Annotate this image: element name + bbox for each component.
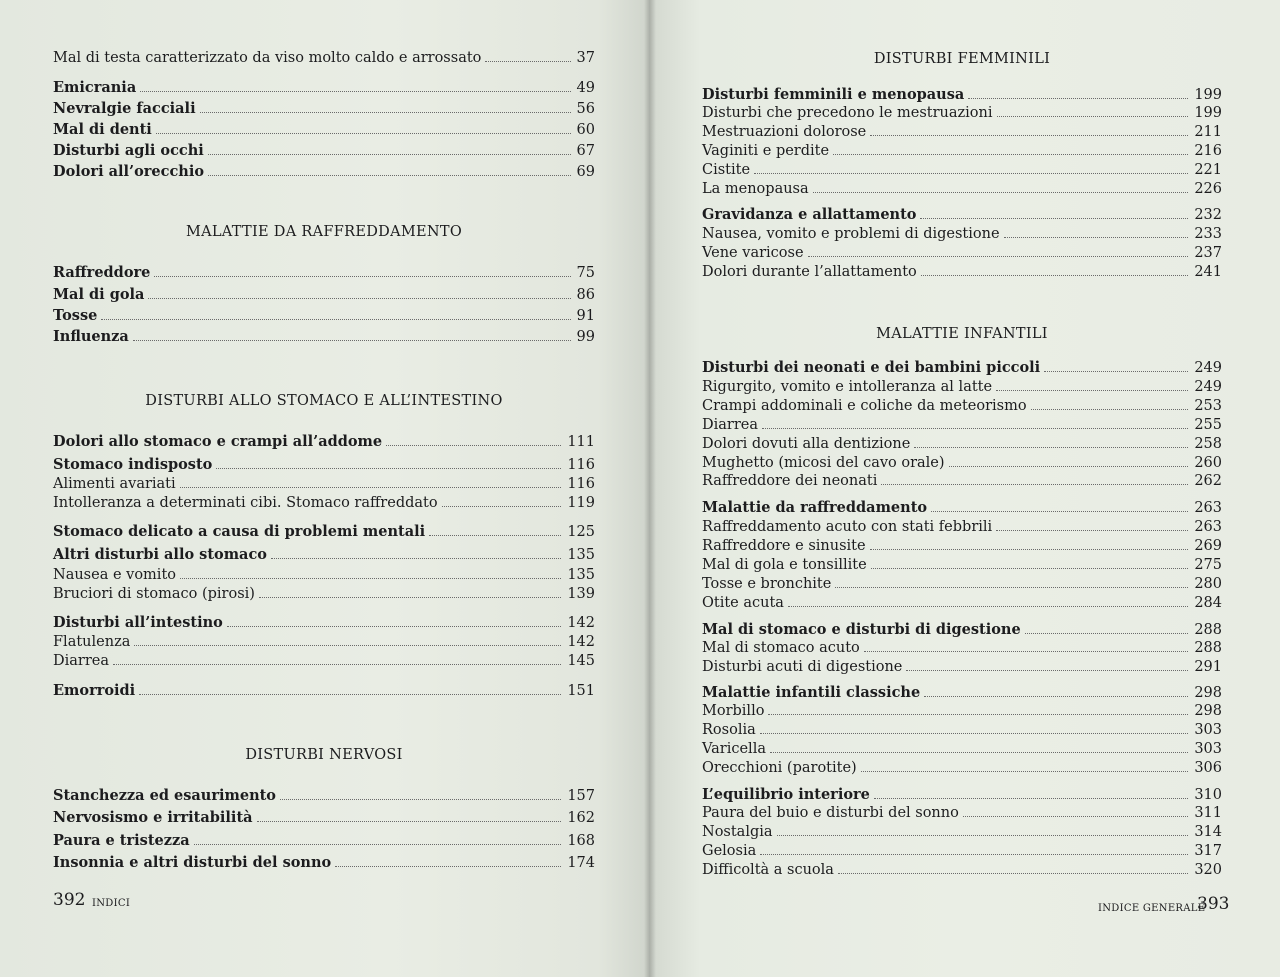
entry-label: Disturbi dei neonati e dei bambini piccoli [702, 359, 1041, 376]
index-entry [53, 633, 595, 651]
entry-page-number: 145 [567, 653, 595, 669]
dot-leader [180, 578, 561, 579]
entry-page-number: 303 [1194, 741, 1222, 757]
index-entry [702, 142, 1222, 160]
entry-page-number: 116 [567, 476, 595, 492]
entry-label: Tosse [53, 307, 98, 324]
dot-leader [1044, 371, 1188, 372]
entry-label: Disturbi acuti di digestione [702, 659, 903, 675]
entry-page-number: 249 [1194, 360, 1222, 376]
dot-leader [924, 696, 1188, 697]
entry-label: Mal di testa caratterizzato da viso molto caldo e arrossato [53, 50, 482, 66]
dot-leader [156, 133, 571, 134]
entry-page-number: 314 [1194, 824, 1222, 840]
dot-leader [194, 844, 562, 845]
index-entry [702, 206, 1222, 224]
index-entry [702, 861, 1222, 879]
dot-leader [788, 606, 1188, 607]
entry-page-number: 60 [576, 122, 595, 138]
dot-leader [997, 116, 1189, 117]
entry-page-number: 162 [567, 810, 595, 826]
index-entry [702, 499, 1222, 517]
entry-page-number: 135 [567, 567, 595, 583]
dot-leader [996, 390, 1188, 391]
index-entry [702, 161, 1222, 179]
entry-page-number: 116 [567, 457, 595, 473]
dot-leader [133, 340, 571, 341]
entry-label: Tosse e bronchite [702, 576, 832, 592]
index-entry [702, 472, 1222, 490]
index-entry [702, 786, 1222, 804]
entry-page-number: 86 [576, 287, 595, 303]
entry-label: Alimenti avariati [53, 476, 176, 492]
entry-label: Nervosismo e irritabilità [53, 809, 253, 826]
index-entry [53, 49, 595, 67]
dot-leader [996, 530, 1188, 531]
entry-page-number: 56 [576, 101, 595, 117]
entry-page-number: 233 [1194, 226, 1222, 242]
entry-label: Emicrania [53, 79, 137, 96]
index-entry [702, 804, 1222, 822]
entry-page-number: 263 [1194, 519, 1222, 535]
dot-leader [861, 771, 1189, 772]
entry-page-number: 232 [1194, 207, 1222, 223]
entry-page-number: 237 [1194, 245, 1222, 261]
dot-leader [154, 276, 570, 277]
entry-label: Varicella [702, 741, 766, 757]
entry-page-number: 157 [567, 788, 595, 804]
entry-page-number: 241 [1194, 264, 1222, 280]
entry-page-number: 139 [567, 586, 595, 602]
entry-page-number: 275 [1194, 557, 1222, 573]
index-entry [702, 740, 1222, 758]
index-entry [53, 456, 595, 474]
entry-label: La menopausa [702, 181, 809, 197]
dot-leader [134, 645, 561, 646]
entry-label: Dolori allo stomaco e crampi all’addome [53, 433, 383, 450]
entry-label: Altri disturbi allo stomaco [53, 546, 267, 563]
entry-page-number: 199 [1194, 87, 1222, 103]
index-entry [53, 614, 595, 632]
index-entry [702, 397, 1222, 415]
dot-leader [921, 275, 1189, 276]
dot-leader [208, 154, 571, 155]
entry-page-number: 168 [567, 833, 595, 849]
entry-label: Nevralgie facciali [53, 100, 196, 117]
index-entry [53, 433, 595, 451]
entry-label: Raffreddore e sinusite [702, 538, 866, 554]
entry-label: Cistite [702, 162, 751, 178]
index-entry [702, 263, 1222, 281]
index-entry [702, 225, 1222, 243]
section-heading: MALATTIE DA RAFFREDDAMENTO [185, 224, 463, 240]
entry-label: Diarrea [53, 653, 109, 669]
dot-leader [808, 256, 1189, 257]
index-entry [53, 494, 595, 512]
running-head: INDICI [92, 898, 131, 909]
entry-label: Mal di denti [53, 121, 152, 138]
entry-label: Influenza [53, 328, 129, 345]
entry-page-number: 263 [1194, 500, 1222, 516]
index-entry [702, 378, 1222, 396]
entry-label: Rosolia [702, 722, 756, 738]
entry-page-number: 311 [1194, 805, 1222, 821]
index-entry [702, 759, 1222, 777]
index-entry [53, 523, 595, 541]
entry-label: Nausea e vomito [53, 567, 177, 583]
entry-page-number: 211 [1194, 124, 1222, 140]
entry-page-number: 255 [1194, 417, 1222, 433]
entry-page-number: 258 [1194, 436, 1222, 452]
entry-label: Gravidanza e allattamento [702, 206, 917, 223]
entry-page-number: 291 [1194, 659, 1222, 675]
dot-leader [838, 873, 1188, 874]
dot-leader [386, 445, 561, 446]
dot-leader [280, 799, 561, 800]
entry-page-number: 99 [576, 329, 595, 345]
dot-leader [271, 558, 561, 559]
dot-leader [227, 626, 561, 627]
dot-leader [870, 135, 1188, 136]
index-entry [53, 682, 595, 700]
entry-label: Malattie infantili classiche [702, 684, 921, 701]
dot-leader [139, 694, 561, 695]
entry-page-number: 91 [576, 308, 595, 324]
dot-leader [931, 511, 1188, 512]
dot-leader [920, 218, 1188, 219]
entry-label: Emorroidi [53, 682, 136, 699]
entry-label: Paura del buio e disturbi del sonno [702, 805, 959, 821]
entry-label: Crampi addominali e coliche da meteorismo [702, 398, 1027, 414]
entry-label: L’equilibrio interiore [702, 786, 870, 803]
dot-leader [200, 112, 571, 113]
dot-leader [101, 319, 570, 320]
dot-leader [1031, 409, 1189, 410]
entry-label: Dolori durante l’allattamento [702, 264, 917, 280]
index-entry [53, 328, 595, 346]
index-entry [702, 359, 1222, 377]
index-entry [53, 307, 595, 325]
entry-label: Otite acuta [702, 595, 784, 611]
index-entry [53, 163, 595, 181]
entry-page-number: 69 [576, 164, 595, 180]
entry-page-number: 269 [1194, 538, 1222, 554]
dot-leader [768, 714, 1188, 715]
entry-label: Rigurgito, vomito e intolleranza al latte [702, 379, 993, 395]
entry-label: Vaginiti e perdite [702, 143, 830, 159]
entry-page-number: 320 [1194, 862, 1222, 878]
entry-label: Disturbi agli occhi [53, 142, 204, 159]
entry-label: Diarrea [702, 417, 758, 433]
index-entry [53, 546, 595, 564]
index-entry [702, 86, 1222, 104]
index-entry [702, 556, 1222, 574]
section-heading: DISTURBI ALLO STOMACO E ALL’INTESTINO [145, 393, 503, 409]
entry-label: Stanchezza ed esaurimento [53, 787, 276, 804]
entry-page-number: 260 [1194, 455, 1222, 471]
dot-leader [259, 597, 561, 598]
index-entry [702, 180, 1222, 198]
dot-leader [864, 651, 1189, 652]
entry-label: Mughetto (micosi del cavo orale) [702, 455, 945, 471]
dot-leader [968, 98, 1188, 99]
entry-page-number: 249 [1194, 379, 1222, 395]
index-entry [702, 721, 1222, 739]
entry-label: Gelosia [702, 843, 757, 859]
index-entry [702, 454, 1222, 472]
entry-page-number: 221 [1194, 162, 1222, 178]
index-entry [702, 594, 1222, 612]
entry-label: Raffreddamento acuto con stati febbrili [702, 519, 993, 535]
page-number: 393 [1197, 894, 1230, 914]
dot-leader [762, 428, 1188, 429]
index-entry [702, 823, 1222, 841]
dot-leader [1004, 237, 1189, 238]
entry-page-number: 298 [1194, 703, 1222, 719]
entry-page-number: 288 [1194, 622, 1222, 638]
right-page [650, 0, 1280, 977]
dot-leader [871, 568, 1189, 569]
entry-page-number: 310 [1194, 787, 1222, 803]
dot-leader [335, 866, 561, 867]
entry-page-number: 253 [1194, 398, 1222, 414]
index-entry [53, 100, 595, 118]
dot-leader [949, 466, 1189, 467]
index-entry [702, 123, 1222, 141]
index-entry [53, 566, 595, 584]
entry-page-number: 151 [567, 683, 595, 699]
running-head: INDICE GENERALE [1098, 903, 1206, 914]
entry-label: Stomaco delicato a causa di problemi mentali [53, 523, 426, 540]
dot-leader [770, 752, 1188, 753]
section-heading: DISTURBI NERVOSI [245, 747, 403, 763]
entry-page-number: 174 [567, 855, 595, 871]
index-entry [53, 585, 595, 603]
dot-leader [835, 587, 1188, 588]
index-entry [702, 639, 1222, 657]
entry-page-number: 142 [567, 615, 595, 631]
index-entry [702, 621, 1222, 639]
dot-leader [113, 664, 561, 665]
index-entry [702, 684, 1222, 702]
entry-page-number: 67 [576, 143, 595, 159]
book-gutter-shadow [644, 0, 656, 977]
entry-label: Malattie da raffreddamento [702, 499, 928, 516]
index-entry [702, 537, 1222, 555]
dot-leader [257, 821, 562, 822]
entry-page-number: 306 [1194, 760, 1222, 776]
index-entry [53, 652, 595, 670]
entry-page-number: 135 [567, 547, 595, 563]
dot-leader [833, 154, 1188, 155]
entry-label: Disturbi all’intestino [53, 614, 223, 631]
index-entry [53, 264, 595, 282]
index-entry [53, 809, 595, 827]
entry-label: Nostalgia [702, 824, 773, 840]
entry-label: Paura e tristezza [53, 832, 190, 849]
entry-label: Mal di gola e tonsillite [702, 557, 867, 573]
dot-leader [485, 61, 570, 62]
entry-label: Raffreddore [53, 264, 151, 281]
dot-leader [1025, 633, 1189, 634]
dot-leader [870, 549, 1189, 550]
entry-page-number: 288 [1194, 640, 1222, 656]
dot-leader [140, 91, 570, 92]
entry-label: Dolori dovuti alla dentizione [702, 436, 911, 452]
entry-label: Dolori all’orecchio [53, 163, 204, 180]
dot-leader [777, 835, 1189, 836]
entry-page-number: 303 [1194, 722, 1222, 738]
entry-label: Bruciori di stomaco (pirosi) [53, 586, 255, 602]
index-entry [702, 416, 1222, 434]
dot-leader [906, 670, 1188, 671]
index-entry [702, 104, 1222, 122]
entry-label: Vene varicose [702, 245, 804, 261]
index-entry [53, 832, 595, 850]
entry-page-number: 280 [1194, 576, 1222, 592]
entry-label: Raffreddore dei neonati [702, 473, 878, 489]
entry-page-number: 317 [1194, 843, 1222, 859]
entry-page-number: 111 [567, 434, 595, 450]
entry-label: Nausea, vomito e problemi di digestione [702, 226, 1000, 242]
entry-page-number: 75 [576, 265, 595, 281]
entry-page-number: 119 [567, 495, 595, 511]
index-entry [53, 142, 595, 160]
index-entry [53, 121, 595, 139]
dot-leader [216, 468, 561, 469]
dot-leader [754, 173, 1188, 174]
section-heading: MALATTIE INFANTILI [876, 326, 1048, 342]
entry-label: Stomaco indisposto [53, 456, 213, 473]
entry-page-number: 142 [567, 634, 595, 650]
dot-leader [813, 192, 1189, 193]
index-entry [53, 475, 595, 493]
entry-label: Intolleranza a determinati cibi. Stomaco raffreddato [53, 495, 438, 511]
dot-leader [963, 816, 1188, 817]
dot-leader [760, 854, 1188, 855]
entry-label: Insonnia e altri disturbi del sonno [53, 854, 332, 871]
entry-label: Mestruazioni dolorose [702, 124, 867, 140]
entry-page-number: 37 [576, 50, 595, 66]
entry-label: Disturbi che precedono le mestruazioni [702, 105, 993, 121]
entry-label: Mal di stomaco acuto [702, 640, 860, 656]
dot-leader [760, 733, 1189, 734]
page-number: 392 [53, 890, 86, 910]
entry-label: Orecchioni (parotite) [702, 760, 857, 776]
index-entry [702, 702, 1222, 720]
entry-page-number: 284 [1194, 595, 1222, 611]
index-entry [53, 79, 595, 97]
entry-page-number: 216 [1194, 143, 1222, 159]
index-entry [702, 244, 1222, 262]
index-entry [702, 658, 1222, 676]
dot-leader [148, 298, 570, 299]
dot-leader [881, 484, 1188, 485]
dot-leader [180, 487, 562, 488]
entry-label: Mal di stomaco e disturbi di digestione [702, 621, 1021, 638]
entry-page-number: 49 [576, 80, 595, 96]
index-entry [702, 518, 1222, 536]
index-entry [53, 286, 595, 304]
index-entry [53, 787, 595, 805]
entry-page-number: 125 [567, 524, 595, 540]
entry-label: Disturbi femminili e menopausa [702, 86, 965, 103]
entry-page-number: 262 [1194, 473, 1222, 489]
entry-page-number: 226 [1194, 181, 1222, 197]
index-entry [53, 854, 595, 872]
section-heading: DISTURBI FEMMINILI [873, 51, 1051, 67]
dot-leader [442, 506, 562, 507]
entry-label: Morbillo [702, 703, 765, 719]
entry-page-number: 298 [1194, 685, 1222, 701]
dot-leader [914, 447, 1188, 448]
index-entry [702, 435, 1222, 453]
dot-leader [874, 798, 1188, 799]
dot-leader [208, 175, 571, 176]
entry-label: Difficoltà a scuola [702, 862, 834, 878]
entry-page-number: 199 [1194, 105, 1222, 121]
dot-leader [429, 535, 561, 536]
entry-label: Flatulenza [53, 634, 131, 650]
index-entry [702, 575, 1222, 593]
index-entry [702, 842, 1222, 860]
entry-label: Mal di gola [53, 286, 145, 303]
